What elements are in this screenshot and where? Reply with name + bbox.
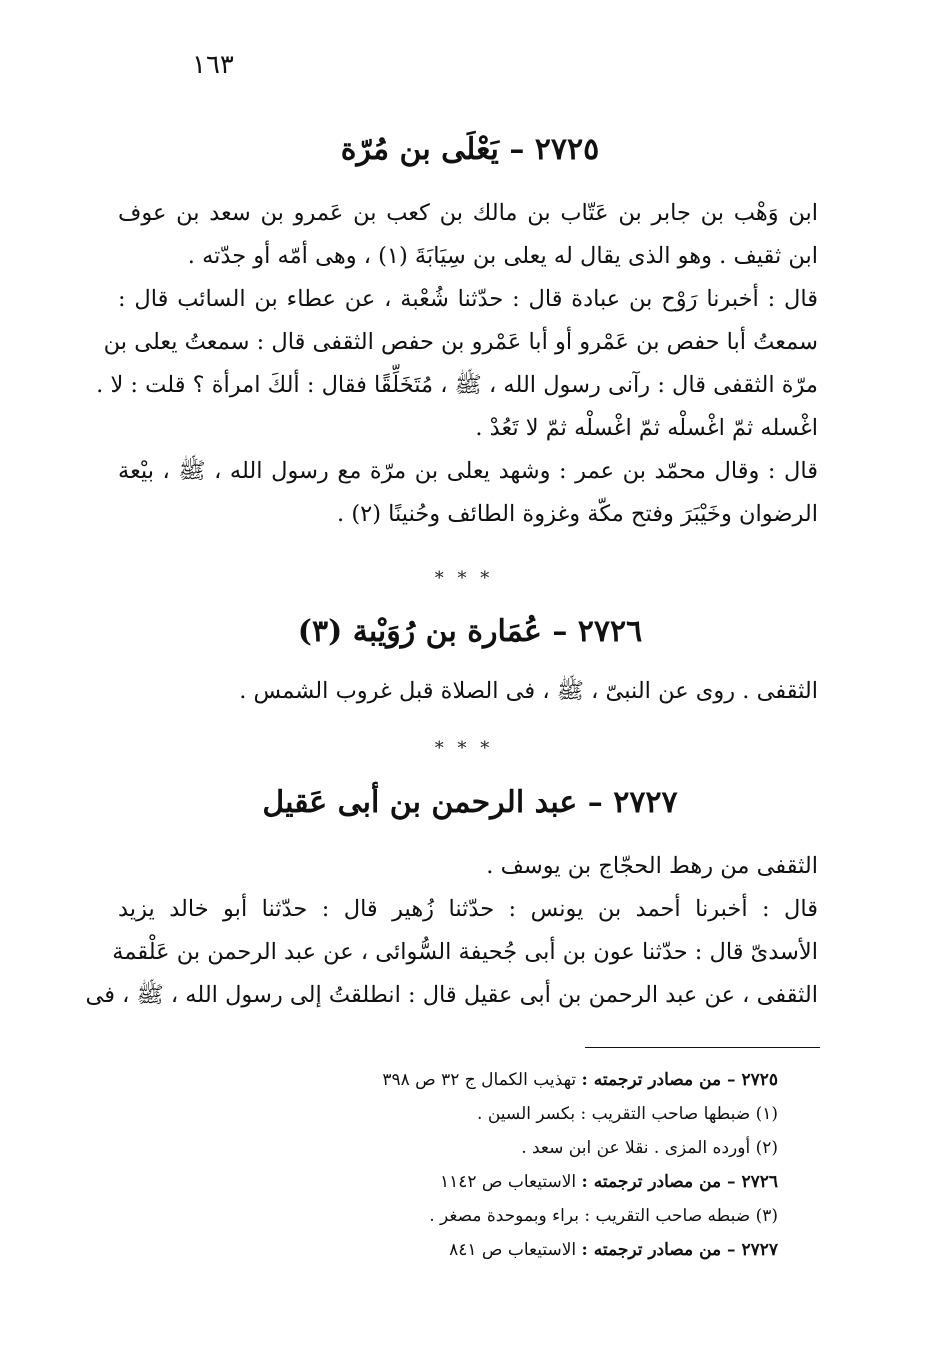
text-line: الثقفى من رهط الحجّاج بن يوسف . [486, 853, 818, 879]
section-separator: * * * [434, 568, 494, 589]
text-line: الرضوان وخَيْبَرَ وفتح مكّة وغزوة الطائف وحُنينًا (٢) . [337, 501, 818, 527]
text-line: قال : وقال محمّد بن عمر : وشهد يعلى بن مرّة مع رسول الله ، ﷺ ، بيْعة [118, 458, 818, 484]
footnote-3 [118, 1199, 778, 1233]
text-line: الثقفى . روى عن النبىّ ، ﷺ ، فى الصلاة قبل غروب الشمس . [239, 678, 818, 704]
footnote-source-2725 [118, 1063, 778, 1097]
entry-title-2725: ٢٧٢٥ – يَعْلَى بن مُرّة [340, 132, 600, 167]
entry-2725-paragraph-3 [118, 450, 818, 536]
text-line: الثقفى ، عن عبد الرحمن بن أبى عقيل قال : انطلقتُ إلى رسول الله ، ﷺ ، فى [85, 982, 818, 1008]
footnote-text: تهذيب الكمال ج ٣٢ ص ٣٩٨ [382, 1070, 582, 1090]
footnote-text: الاستيعاب ص ٨٤١ [449, 1240, 582, 1260]
footnote-heading: ٢٧٢٥ – من مصادر ترجمته : [581, 1070, 778, 1090]
text-line: سمعتُ أبا حفص بن عَمْرو أو أبا عَمْرو بن حفص الثقفى قال : سمعتُ يعلى بن [103, 329, 818, 355]
text-line: مرّة الثقفى قال : رآنى رسول الله ، ﷺ ، مُتَخَلِّقًا فقال : ألكَ امرأة ؟ قلت : لا . [96, 372, 818, 398]
entry-title-2727: ٢٧٢٧ – عبد الرحمن بن أبى عَقيل [262, 785, 678, 820]
text-line: اغْسله ثمّ اغْسلْه ثمّ اغْسلْه ثمّ لا تَعُدْ . [475, 415, 818, 441]
footnote-1 [118, 1097, 778, 1131]
entry-2726-paragraph-1 [118, 670, 818, 713]
entry-2725-paragraph-1 [118, 192, 818, 278]
footnote-text: الاستيعاب ص ١١٤٢ [439, 1172, 582, 1192]
footnote-text: (٢) أورده المزى . نقلا عن ابن سعد . [521, 1138, 778, 1158]
footnote-rule [585, 1047, 820, 1048]
footnote-text: (٣) ضبطه صاحب التقريب : براء وبموحدة مصغر . [429, 1206, 778, 1226]
text-line: الأسدىّ قال : حدّثنا عون بن أبى جُحيفة السُّوائى ، عن عبد الرحمن بن عَلْقمة [112, 939, 818, 965]
text-line: قال : أخبرنا أحمد بن يونس : حدّثنا زُهير قال : حدّثنا أبو خالد يزيد [118, 896, 818, 922]
entry-title-2726: ٢٧٢٦ – عُمَارة بن رُوَيْبة (٣) [297, 614, 643, 649]
text-line: ابن ثقيف . وهو الذى يقال له يعلى بن سِيَابَةَ (١) ، وهى أمّه أو جدّته . [187, 243, 818, 269]
entry-2727-paragraph-1 [118, 845, 818, 888]
entry-2725-paragraph-2 [96, 278, 818, 450]
footnote-text: (١) ضبطها صاحب التقريب : بكسر السين . [477, 1104, 778, 1124]
section-separator: * * * [434, 738, 494, 759]
page-number: ١٦٣ [192, 50, 234, 80]
footnote-source-2727 [118, 1233, 778, 1267]
entry-2727-paragraph-2 [85, 888, 818, 1017]
footnote-source-2726 [118, 1165, 778, 1199]
text-line: ابن وَهْب بن جابر بن عَتّاب بن مالك بن كعب بن عَمرو بن سعد بن عوف [118, 200, 818, 226]
footnote-2 [118, 1131, 778, 1165]
text-line: قال : أخبرنا رَوْح بن عبادة قال : حدّثنا شُعْبة ، عن عطاء بن السائب قال : [118, 286, 818, 312]
footnote-heading: ٢٧٢٦ – من مصادر ترجمته : [581, 1172, 778, 1192]
footnote-heading: ٢٧٢٧ – من مصادر ترجمته : [581, 1240, 778, 1260]
